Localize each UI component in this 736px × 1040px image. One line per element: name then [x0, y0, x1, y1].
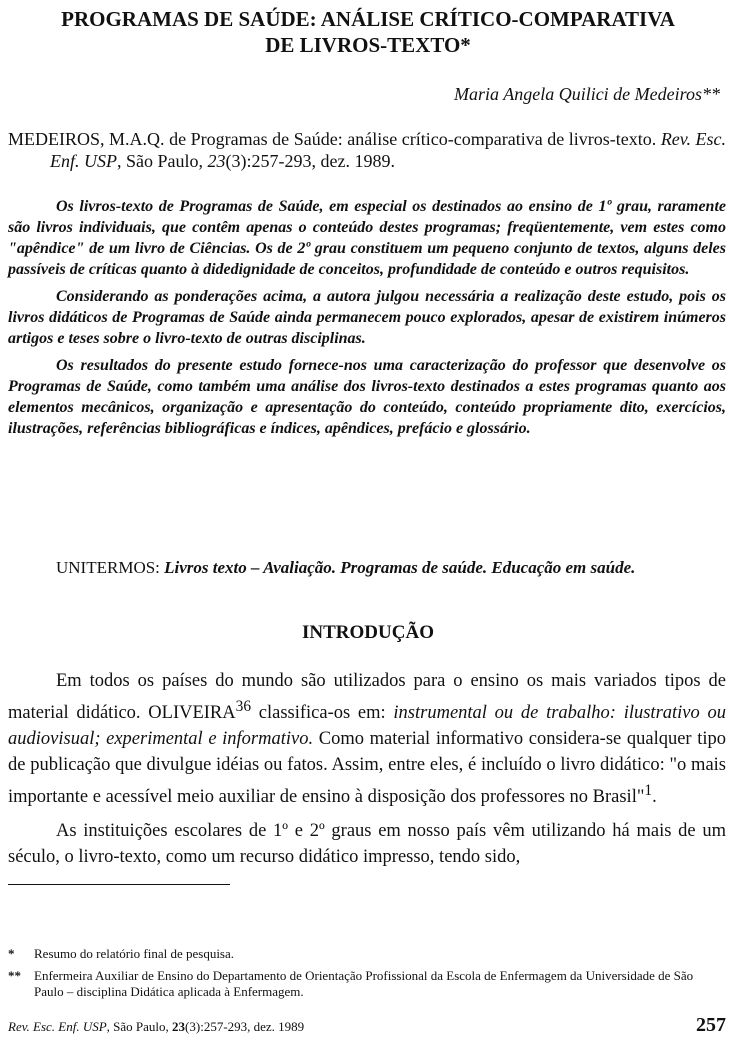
body-p1-end: . — [652, 787, 657, 808]
page-footer — [8, 1014, 726, 1037]
citation — [8, 128, 726, 172]
footer-journal: Rev. Esc. Enf. USP — [8, 1019, 107, 1034]
body-paragraph-1 — [8, 668, 726, 810]
abstract-paragraph-1: Os livros-texto de Programas de Saúde, em especial os destinados ao ensino de 1º grau, raramente são livros individuais, que contêm apenas o conteúdo destes programas; freqüentemente, vem estes como "apêndice" de um livro de Ciências. Os de 2º grau constituem um pequeno conjunto de textos, alguns deles passíveis de críticas quanto à didedignidade de conceitos, profundidade de conteúdo e outros requisitos. — [8, 198, 726, 278]
body-text — [8, 668, 726, 878]
citation-volume: 23 — [207, 151, 226, 171]
reference-36: 36 — [235, 698, 252, 715]
article-title — [0, 6, 736, 58]
body-p1-text-c: Como material informativo considera-se qualquer tipo de publicação que divulgue idéias ou fatos. Assim, entre eles, é incluído o livro didático: "o mais importante e acessível meio auxiliar de ensino à disposição dos professores no Brasil" — [8, 729, 726, 808]
footer-rest-a: , São Paulo, — [106, 1019, 173, 1034]
uniterms-label: UNITERMOS: — [56, 558, 165, 577]
footnote-1-text: Resumo do relatório final de pesquisa. — [34, 946, 235, 961]
uniterms-terms: Livros texto – Avaliação. Programas de saúde. Educação em saúde. — [164, 558, 636, 577]
footnote-1-mark: * — [8, 946, 15, 961]
footer-rest-b: (3):257-293, dez. 1989 — [185, 1019, 305, 1034]
footnotes — [8, 946, 726, 1006]
footnote-2 — [8, 968, 726, 1000]
citation-text: MEDEIROS, M.A.Q. de Programas de Saúde: análise crítico-comparativa de livros-texto. — [8, 129, 657, 149]
section-heading: INTRODUÇÃO — [302, 622, 434, 643]
body-p1-text-b: classifica-os em: — [251, 703, 394, 724]
footer-volume: 23 — [172, 1019, 186, 1034]
reference-1: 1 — [644, 782, 653, 800]
footnote-1 — [8, 946, 726, 962]
abstract-paragraph-3: Os resultados do presente estudo fornece-nos uma caracterização do professor que desenvolve os Programas de Saúde, como também uma análise dos livros-texto destinados a estes programas quanto aos elementos mecânicos, organização e apresentação do conteúdo, conteúdo propriamente dito, exercícios, ilustrações, referências bibliográficas e índices, apêndices, prefácio e glossário. — [8, 357, 726, 437]
footer-journal-citation — [8, 1019, 304, 1035]
page-number: 257 — [696, 1014, 726, 1036]
uniterms — [8, 557, 726, 578]
footnote-2-mark: ** — [8, 968, 21, 983]
body-p1-italic: instrumental ou de trabalho: ilustrativo ou audiovisual; experimental e informativo. — [8, 703, 726, 750]
title-line-2: DE LIVROS-TEXTO* — [265, 33, 471, 57]
body-paragraph-2: As instituições escolares de 1º e 2º graus em nosso país vêm utilizando há mais de um século, o livro-texto, como um recurso didático impresso, tendo sido, — [8, 821, 726, 868]
citation-rest: (3):257-293, dez. 1989. — [225, 151, 395, 171]
citation-journal: Rev. Esc. Enf. USP — [50, 129, 726, 171]
author-name: Maria Angela Quilici de Medeiros** — [454, 84, 720, 104]
footnote-2-text: Enfermeira Auxiliar de Ensino do Departamento de Orientação Profissional da Escola de Enfermagem da Universidade de São Paulo – disciplina Didática aplicada à Enfermagem. — [34, 968, 694, 999]
body-p1-text-a: Em todos os países do mundo são utilizados para o ensino os mais variados tipos de material didático. OLIVEIRA — [8, 671, 726, 724]
abstract-paragraph-2: Considerando as ponderações acima, a autora julgou necessária a realização deste estudo, pois os livros didáticos de Programas de Saúde ainda permanecem pouco explorados, apesar de existirem inúmeros artigos e teses sobre o livro-texto de outras disciplinas. — [8, 288, 726, 347]
title-line-1: PROGRAMAS DE SAÚDE: ANÁLISE CRÍTICO-COMPARATIVA — [61, 7, 675, 31]
abstract — [8, 196, 726, 445]
footnote-divider — [8, 884, 230, 885]
citation-place: , São Paulo, — [117, 151, 208, 171]
